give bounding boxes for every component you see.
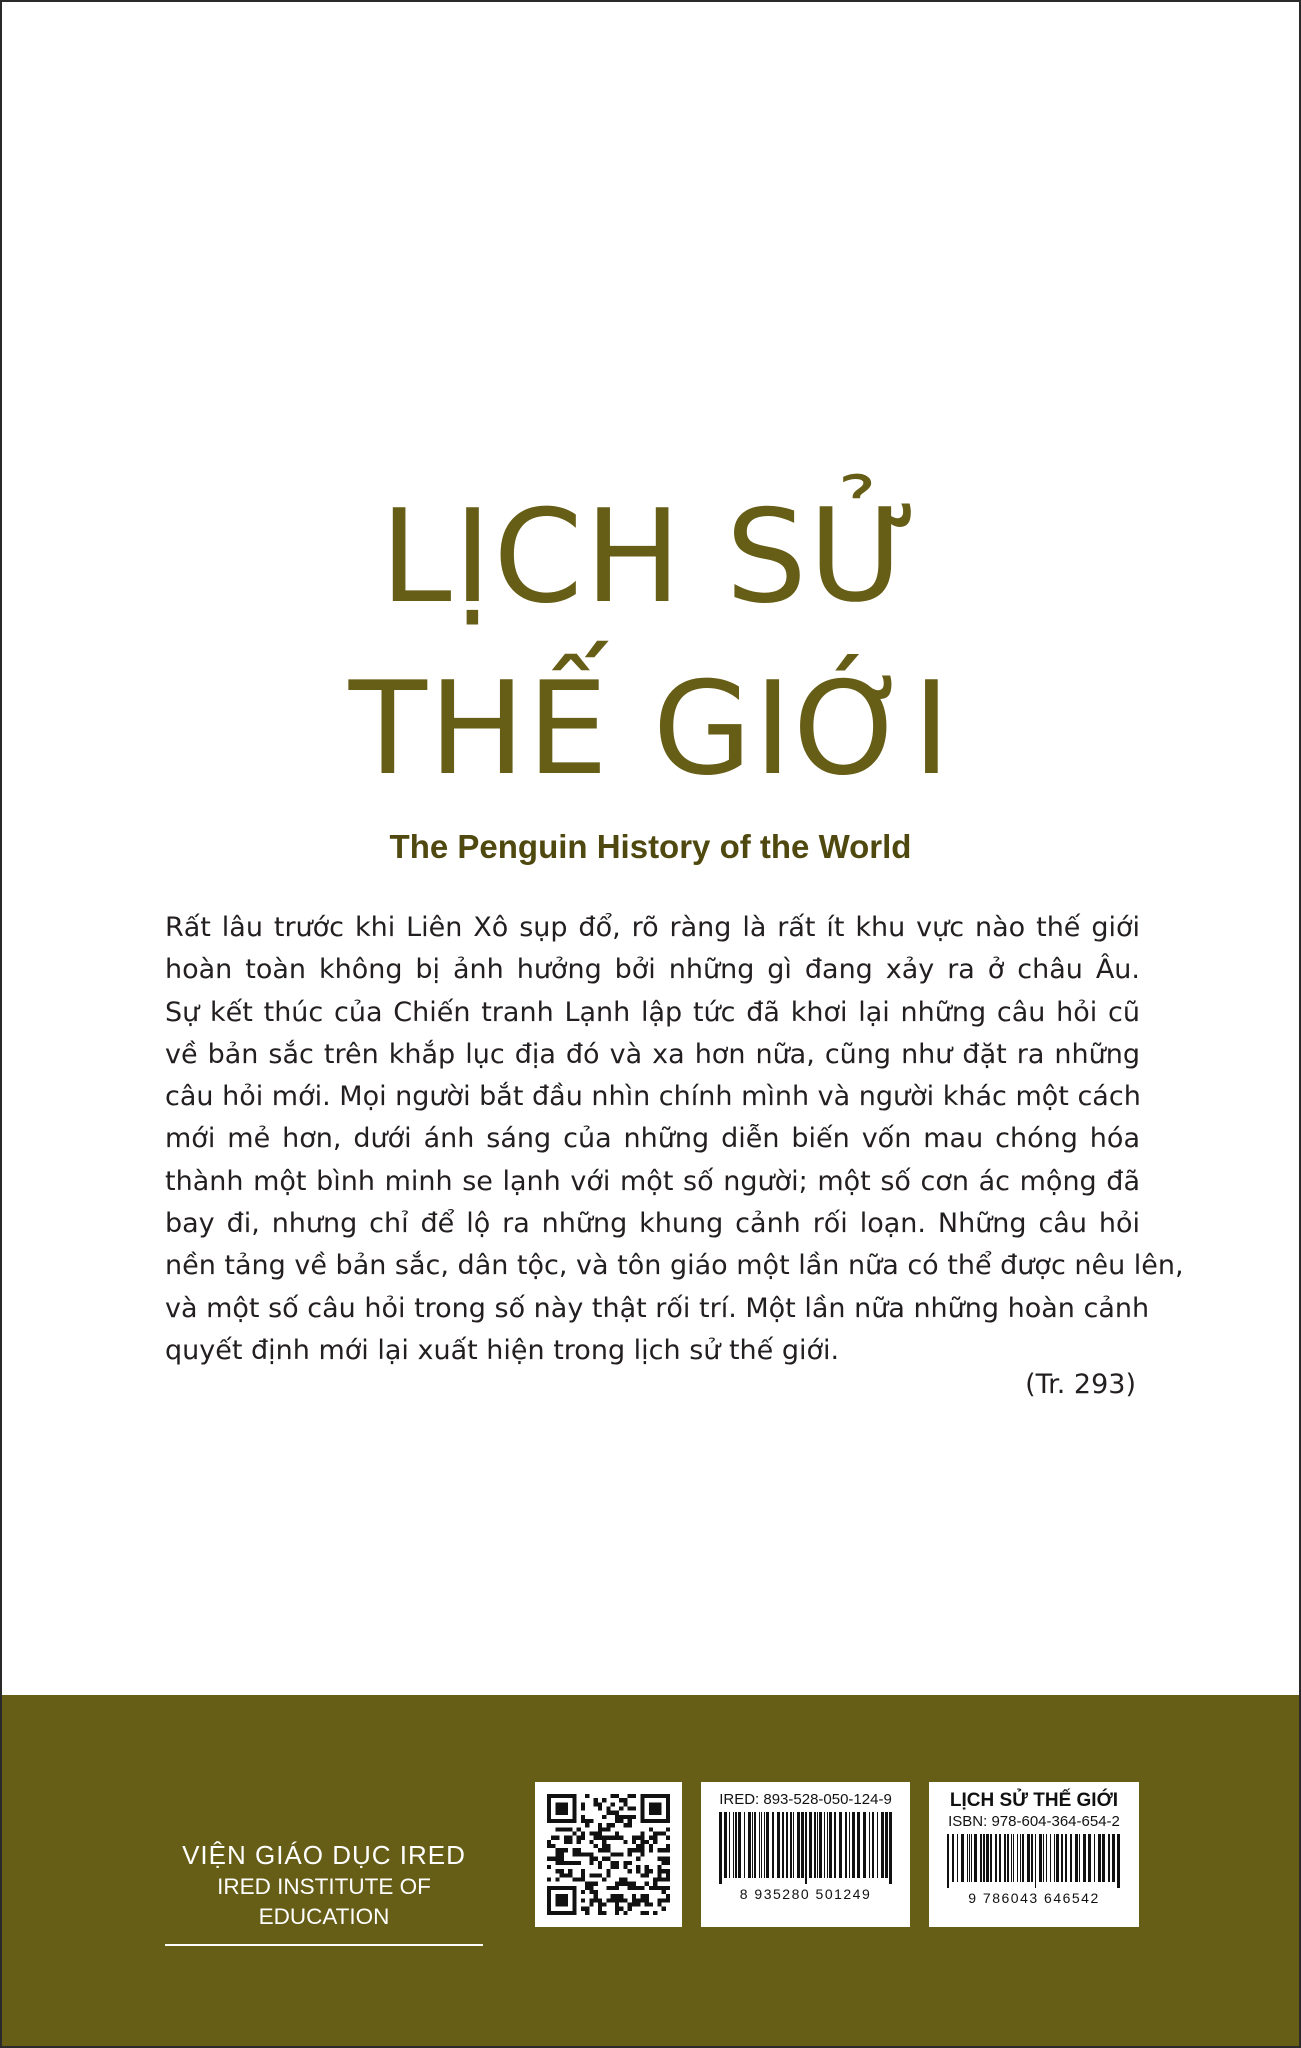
isbn-barcode bbox=[929, 1782, 1139, 1927]
title-block bbox=[2, 472, 1299, 866]
blurb-line: Rất lâu trước khi Liên Xô sụp đổ, rõ ràng là rất ít khu vực nào thế giới bbox=[165, 912, 1140, 943]
blurb-line: mới mẻ hơn, dưới ánh sáng của những diễn biến vốn mau chóng hóa bbox=[165, 1123, 1140, 1155]
book-title-line-1: LỊCH SỬ bbox=[380, 483, 921, 632]
page-reference: (Tr. 293) bbox=[1025, 1369, 1136, 1400]
blurb-line: về bản sắc trên khắp lục địa đó và xa hơn nữa, cũng như đặt ra những bbox=[165, 1038, 1140, 1070]
qr-code-icon bbox=[547, 1794, 670, 1915]
barcode-icon bbox=[939, 1834, 1129, 1888]
ired-barcode-digits: 8 935280 501249 bbox=[739, 1886, 872, 1902]
book-subtitle: The Penguin History of the World bbox=[389, 828, 912, 865]
blurb-paragraph bbox=[165, 907, 1184, 1372]
publisher-block bbox=[165, 1838, 483, 1946]
blurb-line: bay đi, nhưng chỉ để lộ ra những khung cảnh rối loạn. Những câu hỏi bbox=[165, 1208, 1140, 1240]
blurb-line: nền tảng về bản sắc, dân tộc, và tôn giáo một lần nữa có thể được nêu lên, bbox=[165, 1250, 1184, 1282]
blurb-line: quyết định mới lại xuất hiện trong lịch sử thế giới. bbox=[165, 1334, 840, 1366]
publisher-name-en: IRED INSTITUTE OF EDUCATION bbox=[217, 1874, 431, 1929]
blurb-line: câu hỏi mới. Mọi người bắt đầu nhìn chính mình và người khác một cách bbox=[165, 1081, 1141, 1113]
blurb-line: và một số câu hỏi trong số này thật rối trí. Một lần nữa những hoàn cảnh bbox=[165, 1292, 1150, 1324]
publisher-divider bbox=[165, 1944, 483, 1946]
publisher-name-vi: VIỆN GIÁO DỤC IRED bbox=[182, 1840, 466, 1870]
barcode-icon bbox=[711, 1812, 900, 1884]
ired-barcode-label: IRED: 893-528-050-124-9 bbox=[719, 1791, 892, 1808]
isbn-barcode-title: LỊCH SỬ THẾ GIỚI bbox=[949, 1790, 1119, 1811]
isbn-barcode-label: ISBN: 978-604-364-654-2 bbox=[948, 1813, 1120, 1830]
book-title-line-2: THẾ GIỚI bbox=[348, 655, 953, 804]
blurb-line: thành một bình minh se lạnh với một số người; một số cơn ác mộng đã bbox=[165, 1165, 1140, 1197]
ired-barcode bbox=[701, 1782, 910, 1927]
qr-code[interactable] bbox=[535, 1782, 682, 1927]
blurb-line: Sự kết thúc của Chiến tranh Lạnh lập tức đã khơi lại những câu hỏi cũ bbox=[165, 996, 1140, 1028]
isbn-barcode-digits: 9 786043 646542 bbox=[968, 1890, 1100, 1906]
blurb-line: hoàn toàn không bị ảnh hưởng bởi những gì đang xảy ra ở châu Âu. bbox=[165, 954, 1140, 986]
